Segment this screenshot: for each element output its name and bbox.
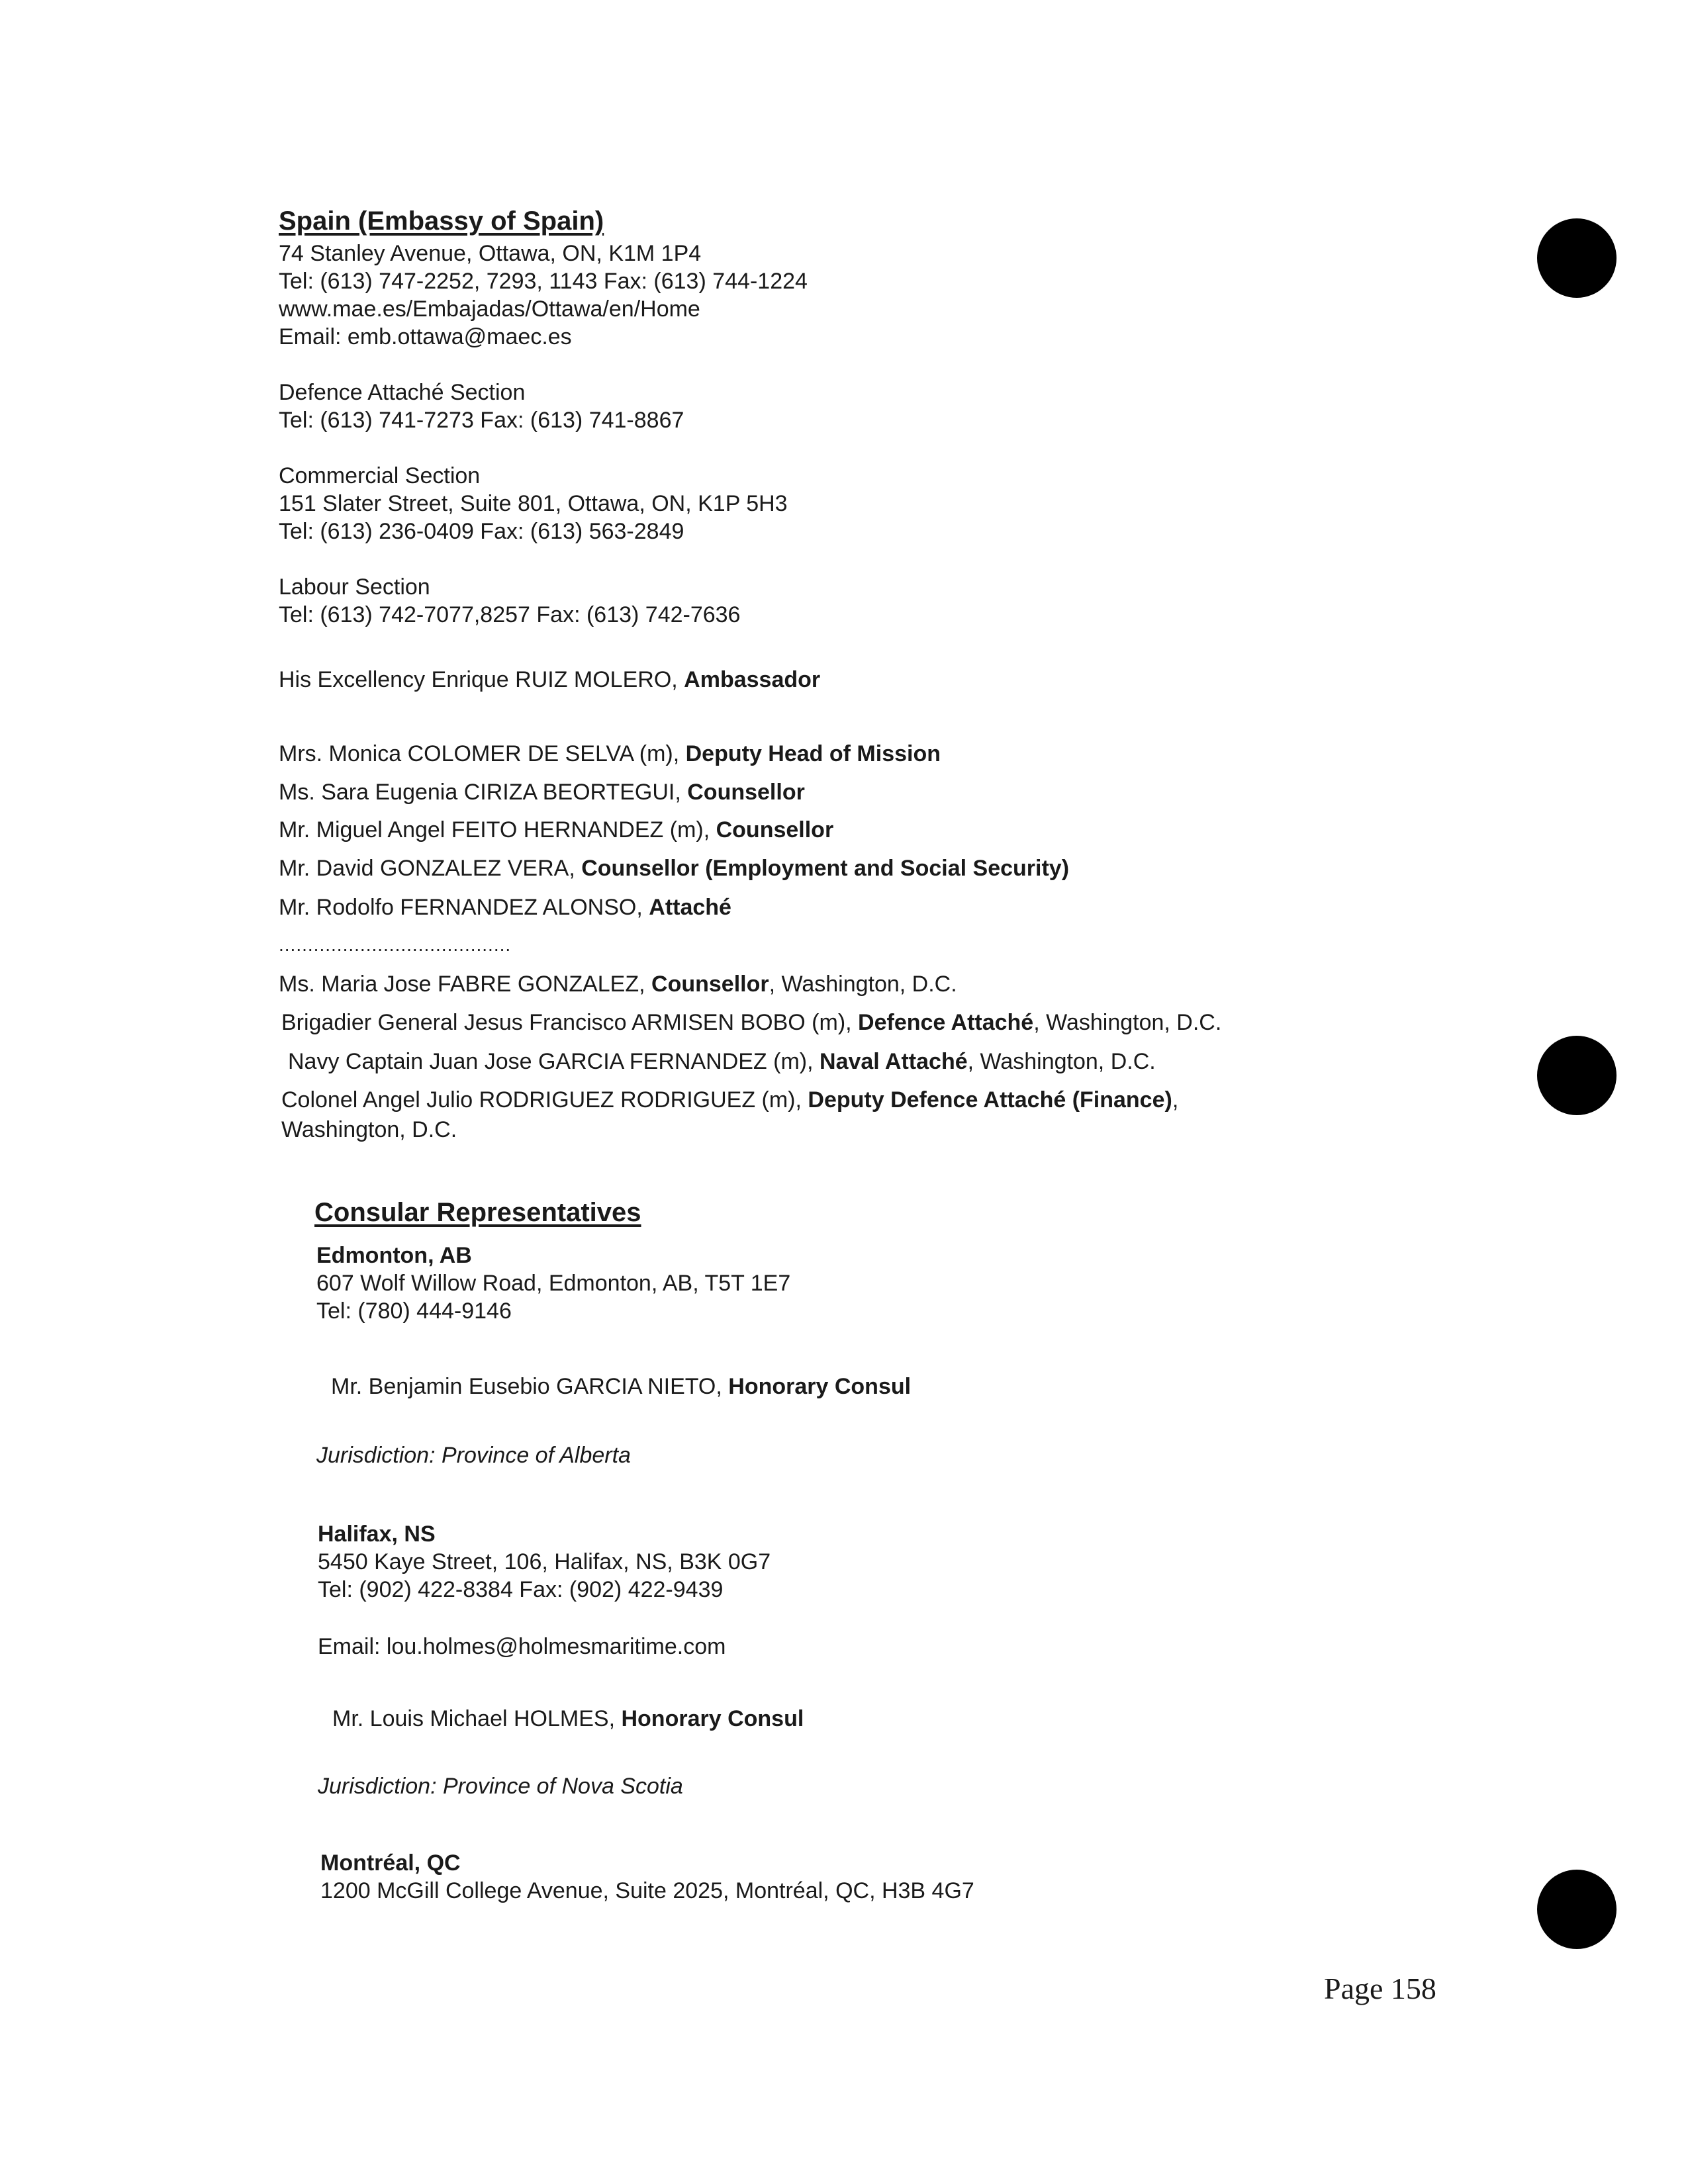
labour-section-tel: Tel: (613) 742-7077,8257 Fax: (613) 742-7636 bbox=[279, 602, 741, 627]
halifax-email: Email: lou.holmes@holmesmaritime.com bbox=[318, 1634, 726, 1659]
staff-row bbox=[279, 857, 1069, 880]
staff-title: Counsellor bbox=[687, 780, 805, 805]
commercial-section-tel: Tel: (613) 236-0409 Fax: (613) 563-2849 bbox=[279, 519, 684, 544]
staff-name: Ms. Maria Jose FABRE GONZALEZ, bbox=[279, 972, 652, 997]
staff-title: Deputy Head of Mission bbox=[685, 741, 941, 766]
staff-location: , Washington, D.C. bbox=[967, 1049, 1156, 1074]
halifax-consul bbox=[332, 1707, 804, 1730]
separator-dots: ........................................ bbox=[279, 934, 512, 955]
staff-row bbox=[279, 743, 941, 765]
embassy-web: www.mae.es/Embajadas/Ottawa/en/Home bbox=[279, 296, 700, 322]
commercial-section-title: Commercial Section bbox=[279, 463, 481, 488]
consul-title: Honorary Consul bbox=[728, 1374, 912, 1399]
halifax-tel: Tel: (902) 422-8384 Fax: (902) 422-9439 bbox=[318, 1577, 724, 1602]
staff-name: Mr. Rodolfo FERNANDEZ ALONSO, bbox=[279, 895, 649, 920]
consul-name: Mr. Louis Michael HOLMES, bbox=[332, 1706, 622, 1731]
halifax-address: 5450 Kaye Street, 106, Halifax, NS, B3K 0G7 bbox=[318, 1549, 771, 1574]
washington-staff-row bbox=[279, 973, 957, 995]
edmonton-address: 607 Wolf Willow Road, Edmonton, AB, T5T 1E7 bbox=[316, 1271, 791, 1296]
halifax-jurisdiction: Jurisdiction: Province of Nova Scotia bbox=[318, 1774, 683, 1799]
staff-location-continued: Washington, D.C. bbox=[281, 1117, 457, 1142]
labour-section-title: Labour Section bbox=[279, 574, 430, 600]
staff-title: Counsellor bbox=[651, 972, 769, 997]
embassy-email: Email: emb.ottawa@maec.es bbox=[279, 324, 572, 349]
washington-staff-row bbox=[281, 1089, 1178, 1111]
defence-section-title: Defence Attaché Section bbox=[279, 380, 526, 405]
halifax-city: Halifax, NS bbox=[318, 1522, 436, 1547]
punch-hole-icon bbox=[1537, 1870, 1617, 1949]
defence-section-tel: Tel: (613) 741-7273 Fax: (613) 741-8867 bbox=[279, 408, 684, 433]
edmonton-tel: Tel: (780) 444-9146 bbox=[316, 1298, 512, 1324]
consul-title: Honorary Consul bbox=[621, 1706, 804, 1731]
montreal-address: 1200 McGill College Avenue, Suite 2025, Montréal, QC, H3B 4G7 bbox=[320, 1878, 974, 1903]
montreal-city: Montréal, QC bbox=[320, 1850, 461, 1876]
staff-name: Mrs. Monica COLOMER DE SELVA (m), bbox=[279, 741, 686, 766]
staff-title: Counsellor (Employment and Social Security) bbox=[581, 856, 1070, 881]
staff-name: Brigadier General Jesus Francisco ARMISEN BOBO (m), bbox=[281, 1010, 859, 1035]
ambassador-line bbox=[279, 668, 820, 691]
staff-name: Ms. Sara Eugenia CIRIZA BEORTEGUI, bbox=[279, 780, 688, 805]
staff-title: Defence Attaché bbox=[858, 1010, 1034, 1035]
staff-name: Mr. David GONZALEZ VERA, bbox=[279, 856, 582, 881]
consular-heading: Consular Representatives bbox=[314, 1198, 641, 1227]
punch-hole-icon bbox=[1537, 218, 1617, 298]
staff-location: , Washington, D.C. bbox=[769, 972, 957, 997]
staff-row bbox=[279, 896, 731, 919]
ambassador-name: His Excellency Enrique RUIZ MOLERO, bbox=[279, 667, 684, 692]
page-number: Page 158 bbox=[1324, 1972, 1436, 2005]
embassy-heading: Spain (Embassy of Spain) bbox=[279, 206, 604, 236]
staff-row bbox=[279, 819, 833, 841]
washington-staff-row bbox=[281, 1011, 1221, 1034]
commercial-section-address: 151 Slater Street, Suite 801, Ottawa, ON, K1P 5H3 bbox=[279, 491, 788, 516]
consul-name: Mr. Benjamin Eusebio GARCIA NIETO, bbox=[331, 1374, 729, 1399]
staff-title: Deputy Defence Attaché (Finance) bbox=[808, 1087, 1172, 1113]
staff-location: , Washington, D.C. bbox=[1033, 1010, 1222, 1035]
staff-name: Navy Captain Juan Jose GARCIA FERNANDEZ (m), bbox=[288, 1049, 820, 1074]
edmonton-city: Edmonton, AB bbox=[316, 1243, 472, 1268]
staff-title: Counsellor bbox=[716, 817, 834, 842]
ambassador-title: Ambassador bbox=[684, 667, 821, 692]
staff-name: Mr. Miguel Angel FEITO HERNANDEZ (m), bbox=[279, 817, 716, 842]
staff-location: , bbox=[1172, 1087, 1179, 1113]
washington-staff-row bbox=[288, 1050, 1156, 1073]
edmonton-jurisdiction: Jurisdiction: Province of Alberta bbox=[316, 1443, 631, 1468]
punch-hole-icon bbox=[1537, 1036, 1617, 1115]
staff-row bbox=[279, 781, 805, 803]
embassy-address: 74 Stanley Avenue, Ottawa, ON, K1M 1P4 bbox=[279, 241, 702, 266]
staff-title: Attaché bbox=[649, 895, 731, 920]
edmonton-consul bbox=[331, 1375, 911, 1398]
staff-title: Naval Attaché bbox=[820, 1049, 968, 1074]
embassy-tel: Tel: (613) 747-2252, 7293, 1143 Fax: (613) 744-1224 bbox=[279, 269, 808, 294]
staff-name: Colonel Angel Julio RODRIGUEZ RODRIGUEZ (m), bbox=[281, 1087, 808, 1113]
